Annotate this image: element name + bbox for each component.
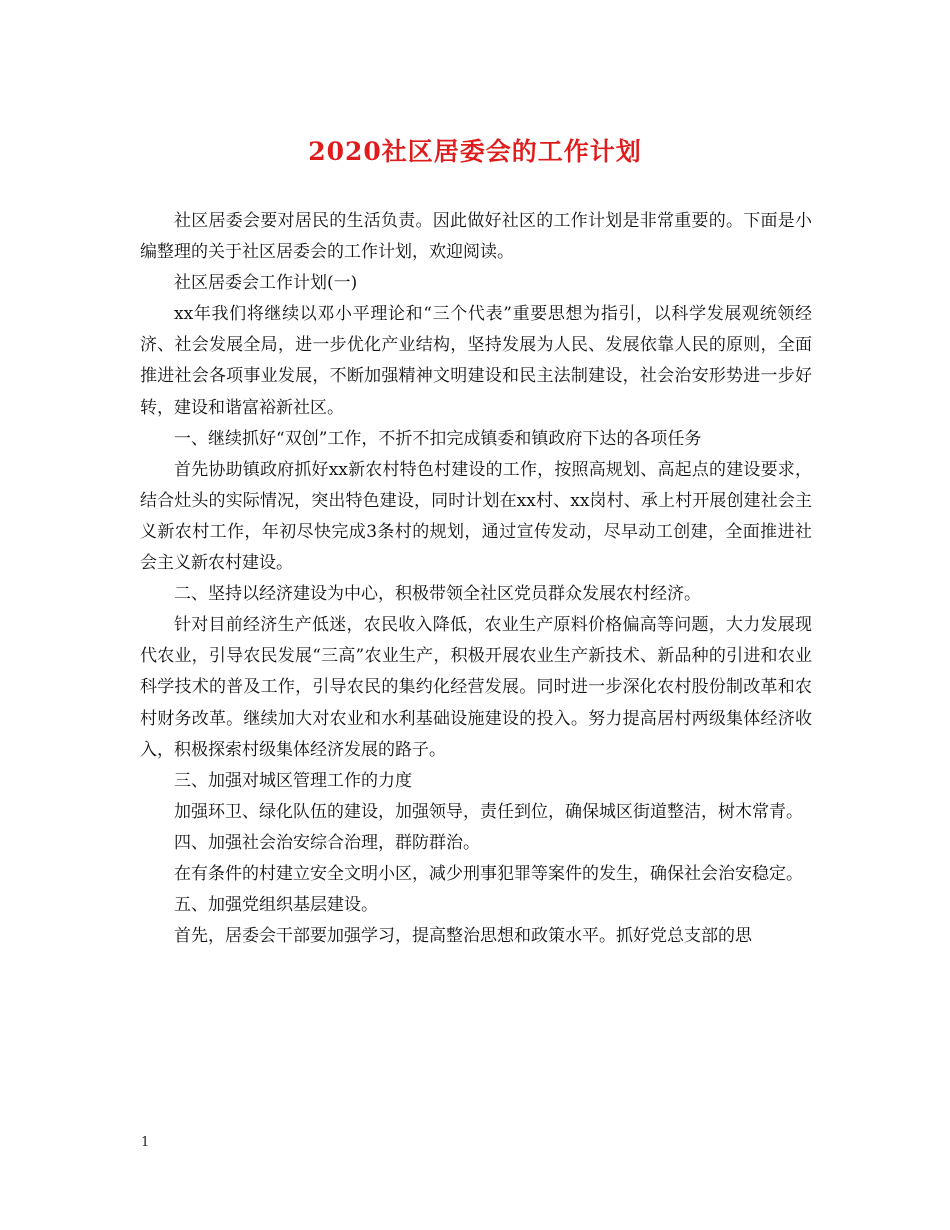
item-heading-one: 一、继续抓好“双创”工作，不折不扣完成镇委和镇政府下达的各项任务 — [174, 428, 702, 449]
intro-paragraph: 社区居委会要对居民的生活负责。因此做好社区的工作计划是非常重要的。下面是小编整理的关于社区居委会的工作计划，欢迎阅读。 — [140, 211, 812, 263]
item-heading-five: 五、加强党组织基层建设。 — [174, 895, 378, 916]
item-heading-three: 三、加强对城区管理工作的力度 — [174, 770, 412, 791]
document-title: 2020社区居委会的工作计划 — [308, 137, 642, 166]
overview-paragraph: xx年我们将继续以邓小平理论和“三个代表”重要思想为指引，以科学发展观统领经济、社会发展全局，进一步优化产业结构，坚持发展为人民、发展依靠人民的原则，全面推进社会各项事业发展，不断加强精神文明建设和民主法制建设，社会治安形势进一步好转，建设和谐富裕新社区。 — [140, 304, 812, 418]
item-paragraph-five: 首先，居委会干部要加强学习，提高整治思想和政策水平。抓好党总支部的思 — [174, 926, 752, 947]
item-paragraph-two: 针对目前经济生产低迷，农民收入降低，农业生产原料价格偏高等问题，大力发展现代农业，引导农民发展“三高”农业生产，积极开展农业生产新技术、新品种的引进和农业科学技术的普及工作，引导农民的集约化经营发展。同时进一步深化农村股份制改革和农村财务改革。继续加大对农业和水利基础设施建设的投入。努力提高居村两级集体经济收入，积极探索村级集体经济发展的路子。 — [140, 615, 812, 760]
document-body — [140, 206, 812, 952]
item-heading-four: 四、加强社会治安综合治理，群防群治。 — [174, 832, 480, 853]
section-heading-plan-one: 社区居委会工作计划(一) — [174, 273, 358, 294]
item-paragraph-four: 在有条件的村建立安全文明小区，减少刑事犯罪等案件的发生，确保社会治安稳定。 — [174, 863, 803, 884]
item-paragraph-one: 首先协助镇政府抓好xx新农村特色村建设的工作，按照高规划、高起点的建设要求，结合灶头的实际情况，突出特色建设，同时计划在xx村、xx岗村、承上村开展创建社会主义新农村工作，年初尽快完成3条村的规划，通过宣传发动，尽早动工创建，全面推进社会主义新农村建设。 — [140, 459, 812, 574]
item-paragraph-three: 加强环卫、绿化队伍的建设，加强领导，责任到位，确保城区街道整洁，树木常青。 — [174, 801, 803, 822]
page-number: 1 — [141, 1135, 150, 1150]
item-heading-two: 二、坚持以经济建设为中心，积极带领全社区党员群众发展农村经济。 — [174, 584, 701, 605]
